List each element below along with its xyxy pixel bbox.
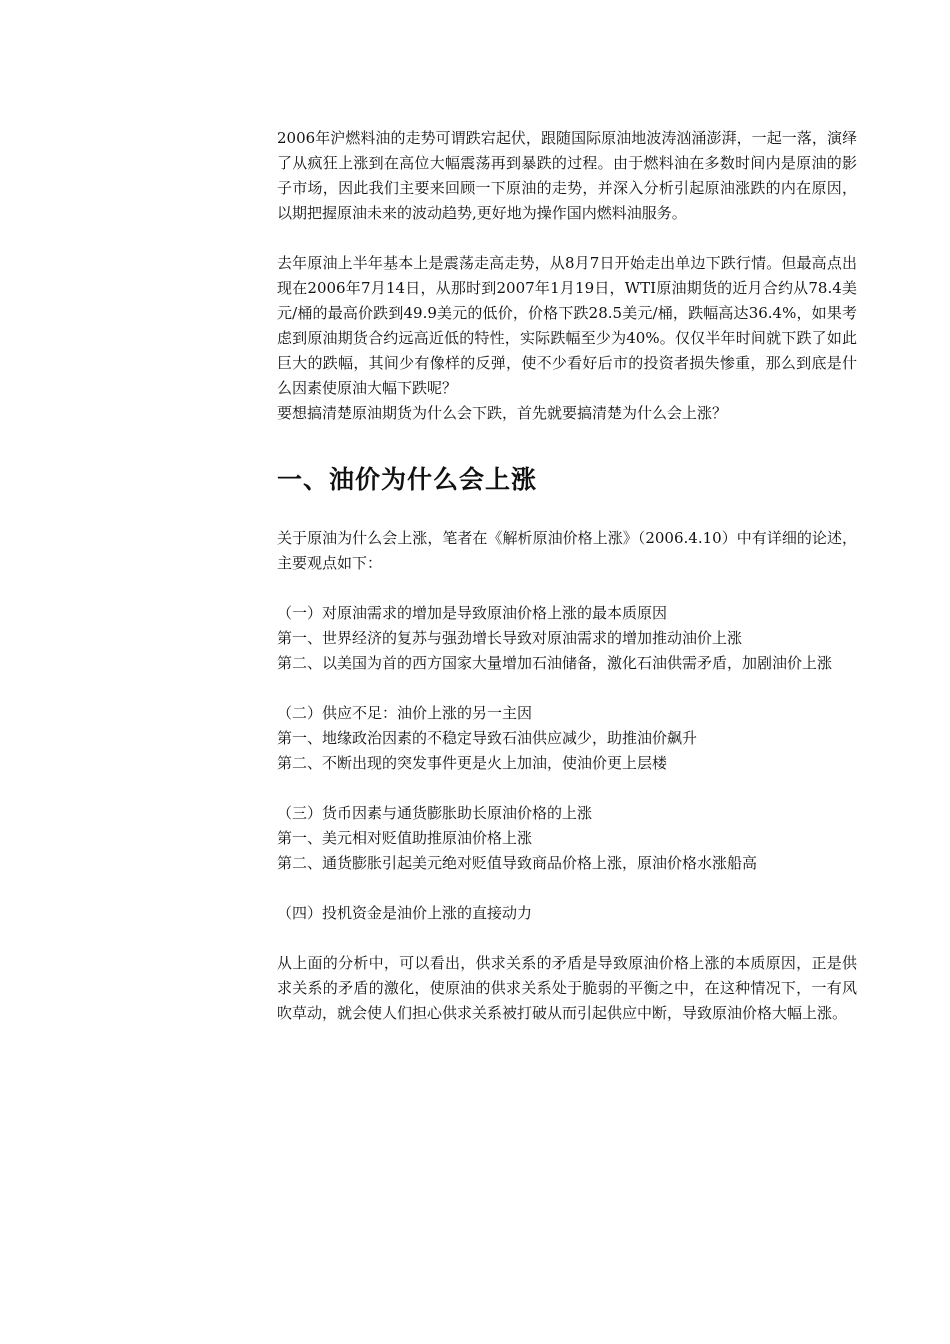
group3-item2: 第二、通货膨胀引起美元绝对贬值导致商品价格上涨，原油价格水涨船高 xyxy=(277,854,758,872)
intro-paragraph-2: 去年原油上半年基本上是震荡走高走势，从8月7日开始走出单边下跌行情。但最高点出现在2006年7月14日，从那时到2007年1月19日，WTI原油期货的近月合约从78.4美元/桶的最高价跌到49.9美元的低价，价格下跌28.5美元/桶，跌幅高达36.4%，如果考虑到原油期货合约远高近低的特性，实际跌幅至少为40%。仅仅半年时间就下跌了如此巨大的跌幅，其间少有像样的反弹，使不少看好后市的投资者损失惨重，那么到底是什么因素使原油大幅下跌呢？ xyxy=(277,254,857,397)
group2-item1: 第一、地缘政治因素的不稳定导致石油供应减少，助推油价飙升 xyxy=(277,729,698,747)
section-lead-paragraph: 关于原油为什么会上涨，笔者在《解析原油价格上涨》（2006.4.10）中有详细的论述，主要观点如下： xyxy=(277,529,857,572)
spacer xyxy=(277,576,857,601)
section-heading: 一、油价为什么会上涨 xyxy=(277,465,538,494)
group1-title: （一）对原油需求的增加是导致原油价格上涨的最本质原因 xyxy=(277,604,668,622)
group4-title: （四）投机资金是油价上涨的直接动力 xyxy=(277,904,533,922)
group1-item2: 第二、以美国为首的西方国家大量增加石油储备，激化石油供需矛盾，加剧油价上涨 xyxy=(277,654,833,672)
group2-item2: 第二、不断出现的突发事件更是火上加油，使油价更上层楼 xyxy=(277,754,668,772)
document-body xyxy=(277,126,857,1026)
intro-paragraph-1: 2006年沪燃料油的走势可谓跌宕起伏，跟随国际原油地波涛汹涌澎湃，一起一落，演绎了从疯狂上涨到在高位大幅震荡再到暴跌的过程。由于燃料油在多数时间内是原油的影子市场，因此我们主要来回顾一下原油的走势，并深入分析引起原油涨跌的内在原因，以期把握原油未来的波动趋势,更好地为操作国内燃料油服务。 xyxy=(277,129,857,222)
group2-title: （二）供应不足：油价上涨的另一主因 xyxy=(277,704,533,722)
group3-item1: 第一、美元相对贬值助推原油价格上涨 xyxy=(277,829,533,847)
spacer xyxy=(277,876,857,901)
group3-title: （三）货币因素与通货膨胀助长原油价格的上涨 xyxy=(277,804,593,822)
spacer xyxy=(277,676,857,701)
intro-paragraph-3: 要想搞清楚原油期货为什么会下跌，首先就要搞清楚为什么会上涨？ xyxy=(277,404,728,422)
conclusion-paragraph: 从上面的分析中，可以看出，供求关系的矛盾是导致原油价格上涨的本质原因，正是供求关系的矛盾的激化，使原油的供求关系处于脆弱的平衡之中，在这种情况下，一有风吹草动，就会使人们担心供求关系被打破从而引起供应中断，导致原油价格大幅上涨。 xyxy=(277,954,857,1022)
spacer xyxy=(277,926,857,951)
spacer xyxy=(277,426,857,462)
spacer xyxy=(277,498,857,526)
group1-item1: 第一、世界经济的复苏与强劲增长导致对原油需求的增加推动油价上涨 xyxy=(277,629,743,647)
spacer xyxy=(277,226,857,251)
spacer xyxy=(277,776,857,801)
